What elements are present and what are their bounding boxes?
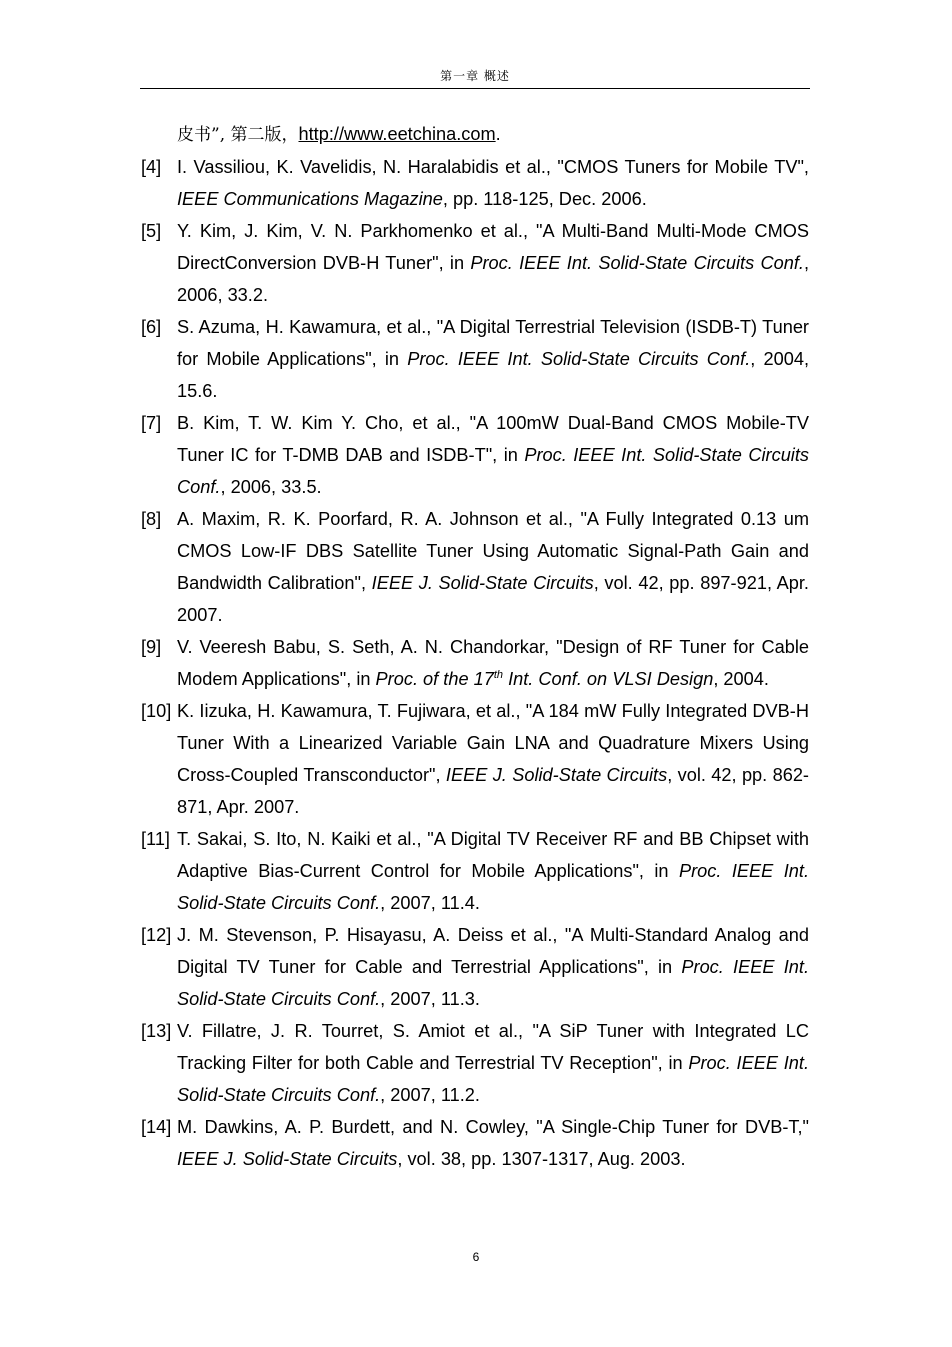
- reference-11: [141, 823, 809, 919]
- ref-number: [4]: [141, 157, 162, 177]
- ref-authors-title: T. Sakai, S. Ito, N. Kaiki et al., "A Digital TV Receiver RF and BB Chipset with Adaptive Bias-Current Control for Mobile Applications", in: [177, 829, 809, 881]
- reference-continuation: [141, 118, 809, 151]
- ref-number: [7]: [141, 413, 162, 433]
- reference-8: [141, 503, 809, 631]
- ref-details: , 2007, 11.3.: [380, 989, 480, 1009]
- ref-authors-title: A. Maxim, R. K. Poorfard, R. A. Johnson et al., "A Fully Integrated 0.13 um CMOS Low-IF DBS Satellite Tuner Using Automatic Signal-Path Gain and Bandwidth Calibration",: [177, 509, 809, 593]
- ref-number: [10]: [141, 701, 172, 721]
- ref-details: , vol. 42, pp. 862-871, Apr. 2007.: [177, 765, 809, 817]
- ref-authors-title: B. Kim, T. W. Kim Y. Cho, et al., "A 100mW Dual-Band CMOS Mobile-TV Tuner IC for T-DMB DAB and ISDB-T", in: [177, 413, 809, 465]
- ref-venue: Proc. IEEE Int. Solid-State Circuits Conf.: [407, 349, 751, 369]
- ref-number: [11]: [141, 829, 170, 849]
- ref-details: , 2007, 11.2.: [380, 1085, 480, 1105]
- ref-venue: Proc. IEEE Int. Solid-State Circuits Conf.: [177, 1053, 809, 1105]
- ref-details: , vol. 38, pp. 1307-1317, Aug. 2003.: [397, 1149, 686, 1169]
- reference-list: [141, 118, 809, 1175]
- ref-authors-title: V. Fillatre, J. R. Tourret, S. Amiot et al., "A SiP Tuner with Integrated LC Tracking Filter for both Cable and Terrestrial TV Reception", in: [177, 1021, 809, 1073]
- continuation-tail: .: [495, 124, 501, 144]
- reference-13: [141, 1015, 809, 1111]
- reference-5: [141, 215, 809, 311]
- ref-venue-part2: Int. Conf. on VLSI Design: [503, 669, 714, 689]
- ref-authors-title: Y. Kim, J. Kim, V. N. Parkhomenko et al., "A Multi-Band Multi-Mode CMOS DirectConversion DVB-H Tuner", in: [177, 221, 809, 273]
- reference-12: [141, 919, 809, 1015]
- ref-details: , 2006, 33.5.: [220, 477, 322, 497]
- reference-14: [141, 1111, 809, 1175]
- ref-number: [9]: [141, 637, 162, 657]
- ref-authors-title: M. Dawkins, A. P. Burdett, and N. Cowley, "A Single-Chip Tuner for DVB-T,": [177, 1117, 809, 1137]
- ref-venue: IEEE J. Solid-State Circuits: [445, 765, 668, 785]
- ref-number: [12]: [141, 925, 172, 945]
- ref-venue: Proc. IEEE Int. Solid-State Circuits Conf.: [177, 445, 809, 497]
- ref-venue: Proc. IEEE Int. Solid-State Circuits Conf.: [177, 957, 810, 1009]
- reference-4: [141, 151, 809, 215]
- ref-number: [5]: [141, 221, 162, 241]
- ref-venue: Proc. IEEE Int. Solid-State Circuits Conf.: [470, 253, 804, 273]
- ref-details: , 2006, 33.2.: [177, 253, 809, 305]
- ref-details: , 2004.: [713, 669, 769, 689]
- ref-authors-title: K. Iizuka, H. Kawamura, T. Fujiwara, et al., "A 184 mW Fully Integrated DVB-H Tuner With a Linearized Variable Gain LNA and Quadrature Mixers Using Cross-Coupled Transconductor",: [177, 701, 809, 785]
- ref-details: , 2004, 15.6.: [177, 349, 809, 401]
- ref-details: , vol. 42, pp. 897-921, Apr. 2007.: [177, 573, 809, 625]
- continuation-text: 皮书”, 第二版，: [177, 125, 299, 145]
- ref-authors-title: J. M. Stevenson, P. Hisayasu, A. Deiss et al., "A Multi-Standard Analog and Digital TV Tuner for Cable and Terrestrial Applications", in: [177, 925, 809, 977]
- ref-authors-title: V. Veeresh Babu, S. Seth, A. N. Chandorkar, "Design of RF Tuner for Cable Modem Applications", in: [177, 637, 809, 689]
- ref-authors-title: S. Azuma, H. Kawamura, et al., "A Digital Terrestrial Television (ISDB-T) Tuner for Mobile Applications", in: [177, 317, 809, 369]
- reference-6: [141, 311, 809, 407]
- ref-venue: IEEE Communications Magazine: [177, 189, 443, 209]
- ref-venue: [376, 669, 714, 689]
- reference-10: [141, 695, 809, 823]
- ref-venue-part1: Proc. of the 17: [375, 669, 494, 689]
- ref-number: [8]: [141, 509, 162, 529]
- ref-venue-superscript: th: [493, 668, 504, 681]
- running-header: [140, 66, 810, 89]
- ref-number: [14]: [141, 1117, 172, 1137]
- ref-number: [6]: [141, 317, 162, 337]
- reference-9: [141, 631, 809, 695]
- ref-venue: IEEE J. Solid-State Circuits: [371, 573, 594, 593]
- eetchina-link[interactable]: http://www.eetchina.com: [298, 124, 496, 144]
- ref-details: , pp. 118-125, Dec. 2006.: [442, 189, 647, 209]
- header-title: 第一章 概述: [440, 69, 510, 83]
- ref-authors-title: I. Vassiliou, K. Vavelidis, N. Haralabidis et al., "CMOS Tuners for Mobile TV",: [177, 157, 809, 177]
- ref-number: [13]: [141, 1021, 172, 1041]
- ref-venue: IEEE J. Solid-State Circuits: [177, 1149, 398, 1169]
- page-number: 6: [472, 1250, 480, 1264]
- reference-7: [141, 407, 809, 503]
- ref-details: , 2007, 11.4.: [380, 893, 480, 913]
- ref-venue: Proc. IEEE Int. Solid-State Circuits Conf.: [177, 861, 809, 913]
